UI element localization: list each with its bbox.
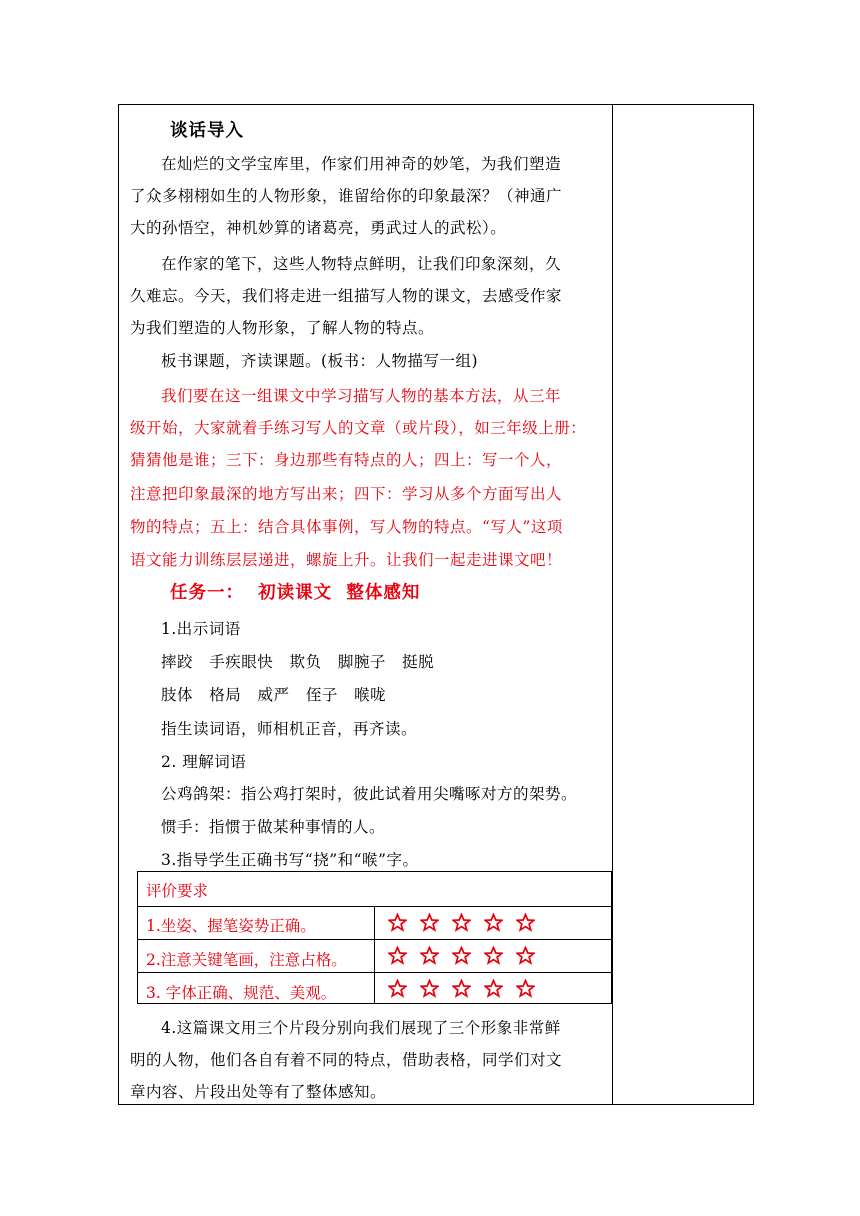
star-icon [516, 946, 535, 965]
star-icon [452, 913, 471, 932]
criterion-label: 1.坐姿、握笔姿势正确。 [146, 917, 316, 935]
paragraph-line: 大的孙悟空，神机妙算的诸葛亮，勇武过人的武松）。 [130, 219, 507, 237]
paragraph-line: 为我们塑造的人物形象，了解人物的特点。 [130, 319, 435, 337]
star-icon [484, 979, 503, 998]
red-paragraph-line: 语文能力训练层层递进，螺旋上升。让我们一起走进课文吧！ [130, 551, 563, 569]
star-icon [420, 913, 439, 932]
definition: 公鸡鸽架：指公鸡打架时，彼此试着用尖嘴啄对方的架势。 [161, 785, 578, 803]
star-icon [388, 913, 407, 932]
evaluation-row [138, 906, 611, 940]
star-icon [452, 946, 471, 965]
definition: 惯手：指惯于做某种事情的人。 [161, 818, 386, 836]
star-icon [452, 979, 471, 998]
criterion-label: 3. 字体正确、规范、美观。 [146, 984, 337, 1002]
evaluation-table [137, 871, 612, 1004]
lesson-table [118, 104, 754, 1105]
closing-line: 4.这篇课文用三个片段分别向我们展现了三个形象非常鲜 [161, 1019, 561, 1037]
star-icon [420, 946, 439, 965]
evaluation-header: 评价要求 [146, 882, 209, 900]
column-divider [612, 105, 613, 1104]
section-heading: 谈话导入 [170, 121, 244, 141]
paragraph-line: 在灿烂的文学宝库里，作家们用神奇的妙笔，为我们塑造 [161, 155, 562, 173]
red-paragraph-line: 注意把印象最深的地方写出来；四下：学习从多个方面写出人 [130, 485, 563, 503]
paragraph-line: 久难忘。今天，我们将走进一组描写人物的课文，去感受作家 [130, 287, 563, 305]
red-paragraph-line: 猜猜他是谁；三下：身边那些有特点的人；四上：写一个人， [130, 451, 563, 469]
word-list: 摔跤 手疾眼快 欺负 脚腕子 挺脱 [161, 653, 435, 671]
star-rating [388, 946, 535, 965]
star-icon [484, 913, 503, 932]
star-icon [388, 946, 407, 965]
star-icon [516, 979, 535, 998]
star-icon [516, 913, 535, 932]
evaluation-row [138, 939, 611, 973]
closing-line: 章内容、片段出处等有了整体感知。 [130, 1083, 387, 1101]
step-title: 1.出示词语 [161, 620, 241, 638]
criterion-label: 2.注意关键笔画，注意占格。 [146, 951, 347, 969]
star-rating [388, 979, 535, 998]
evaluation-row [138, 972, 611, 1004]
star-icon [420, 979, 439, 998]
paragraph-line: 了众多栩栩如生的人物形象，谁留给你的印象最深？（神通广 [130, 187, 563, 205]
step-title: 2. 理解词语 [161, 753, 247, 771]
task-heading: 任务一： 初读课文 整体感知 [170, 583, 421, 603]
paragraph-line: 在作家的笔下，这些人物特点鲜明，让我们印象深刻，久 [161, 255, 562, 273]
step-note: 指生读词语，师相机正音，再齐读。 [161, 720, 418, 738]
red-paragraph-line: 我们要在这一组课文中学习描写人物的基本方法，从三年 [161, 387, 562, 405]
star-rating [388, 913, 535, 932]
red-paragraph-line: 级开始，大家就着手练习写人的文章（或片段），如三年级上册： [130, 419, 587, 437]
paragraph-line: 板书课题，齐读课题。(板书：人物描写一组) [161, 352, 479, 370]
word-list: 肢体 格局 威严 侄子 喉咙 [161, 686, 387, 704]
closing-line: 明的人物，他们各自有着不同的特点，借助表格，同学们对文 [130, 1051, 563, 1069]
red-paragraph-line: 物的特点；五上：结合具体事例，写人物的特点。“写人”这项 [130, 518, 563, 536]
step-title: 3.指导学生正确书写“挠”和“喉”字。 [161, 851, 419, 869]
star-icon [388, 979, 407, 998]
star-icon [484, 946, 503, 965]
